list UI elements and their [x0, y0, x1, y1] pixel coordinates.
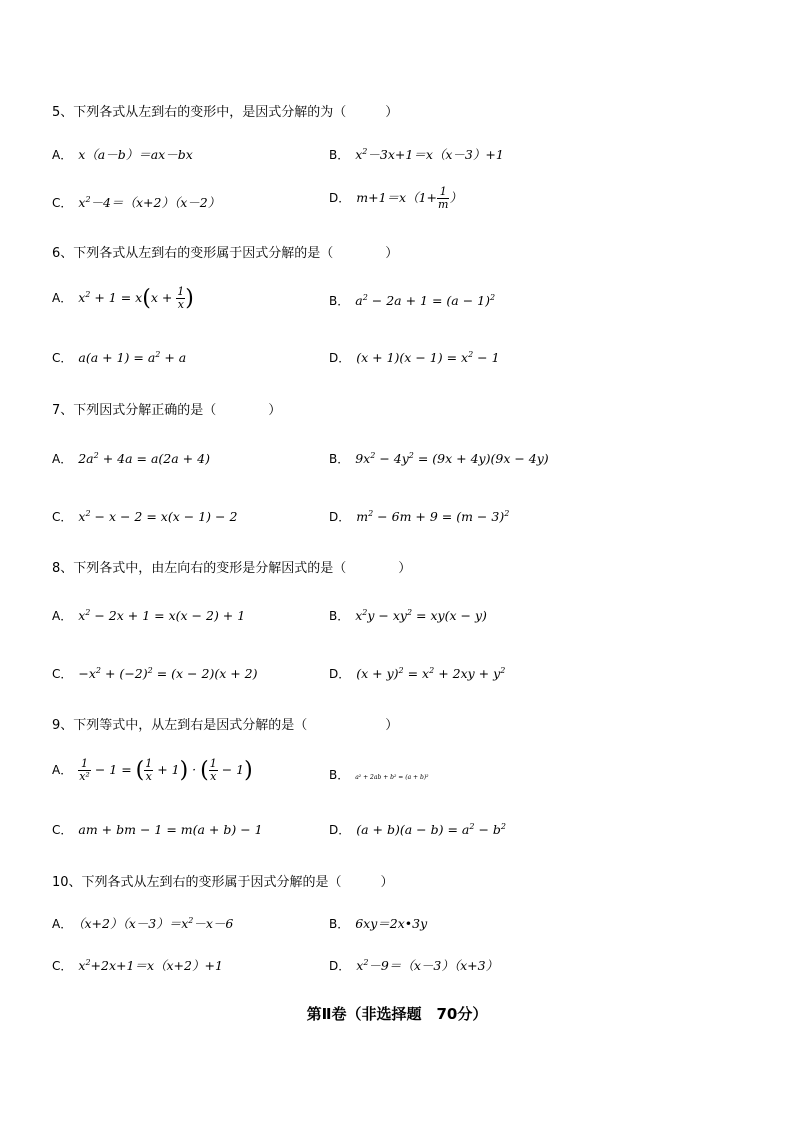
math-expression: 6xy＝2x•3y: [355, 916, 428, 931]
option-label: A．: [52, 763, 73, 777]
option-label: D．: [329, 351, 351, 365]
fraction: $\frac{1}{\text{x²}}$: [79, 757, 90, 783]
math-expression: $x^2+2x+1=x(x+2)+1$: [78, 957, 223, 973]
question-8-stem: 8、下列各式中，由左向右的变形是分解因式的是（ ）: [52, 561, 412, 576]
math-expression: a² + 2ab + b² = (a + b)²: [355, 774, 429, 781]
q10-option-c: [52, 956, 223, 974]
q10-option-a: [52, 914, 233, 932]
fraction: $\frac{1}{x}$: [145, 757, 153, 783]
question-5-stem: 5、下列各式从左到右的变形中，是因式分解的为（ ）: [52, 105, 399, 120]
q10-option-d: [329, 956, 498, 974]
q6-option-b: [329, 292, 495, 309]
option-label: B．: [329, 917, 350, 931]
option-label: C．: [52, 196, 73, 210]
option-label: A．: [52, 291, 73, 305]
option-label: C．: [52, 667, 73, 681]
q7-option-c: [52, 508, 237, 525]
option-label: D．: [329, 191, 351, 205]
option-label: A．: [52, 452, 73, 466]
math-expression: $x^2 - x - 2 = x(x - 1) - 2$: [78, 508, 238, 524]
math-expression: $x^2-4=(x+2)(x-2)$: [78, 194, 221, 210]
option-label: C．: [52, 959, 73, 973]
q10-option-b: [329, 914, 427, 932]
math-expression: $(a + b)(a - b) = a^2 - b^2$: [356, 821, 507, 837]
q8-option-a: [52, 607, 245, 624]
q7-option-a: [52, 450, 210, 467]
fraction: $\frac{1}{x}$: [209, 757, 217, 783]
question-7-stem: 7、下列因式分解正确的是（ ）: [52, 403, 282, 418]
question-9-stem: 9、下列等式中，从左到右是因式分解的是（ ）: [52, 718, 399, 733]
math-expression: $x^2-9=(x-3)(x+3)$: [356, 957, 499, 973]
option-label: B．: [329, 609, 350, 623]
math-expression: $a(a + 1) = a^2 + a$: [78, 349, 187, 365]
math-expression: m+1＝x（1+ $\frac{1}{m}$ ）: [356, 185, 462, 211]
option-label: D．: [329, 823, 351, 837]
q5-option-b: [329, 145, 504, 163]
option-label: D．: [329, 510, 351, 524]
option-label: D．: [329, 667, 351, 681]
option-label: B．: [329, 148, 350, 162]
q7-option-d: [329, 508, 509, 525]
question-10-stem: 10、下列各式从左到右的变形属于因式分解的是（ ）: [52, 875, 394, 890]
math-expression: x（a－b）＝ax－bx: [78, 147, 193, 162]
option-label: C．: [52, 510, 73, 524]
q7-option-b: [329, 450, 549, 467]
q8-option-b: [329, 607, 487, 624]
math-expression: $\frac{1}{\text{x²}}$ − 1 = ( $\frac{1}{x}$ + 1) · ( $\frac{1}{x}$ − 1): [79, 757, 253, 783]
q9-option-b: [329, 766, 429, 783]
q9-option-c: [52, 821, 263, 838]
q8-option-c: [52, 665, 258, 682]
math-expression: $(x+2)(x-3)=x^2-x-6$: [78, 915, 234, 931]
option-label: C．: [52, 823, 73, 837]
math-expression: $m^2 - 6m + 9 = (m - 3)^2$: [356, 508, 510, 524]
math-expression: $(x + 1)(x - 1) = x^2 - 1$: [356, 349, 500, 365]
math-expression: $x^2-3x+1=x(x-3)+1$: [355, 146, 504, 162]
q9-option-d: [329, 821, 506, 838]
fraction: $\frac{1}{x}$: [177, 285, 185, 311]
option-label: A．: [52, 609, 73, 623]
math-expression: $-x^2 + (-2)^2 = (x - 2)(x + 2)$: [78, 665, 258, 681]
math-expression: $a^2 - 2a + 1 = (a - 1)^2$: [355, 292, 496, 308]
option-label: A．: [52, 148, 73, 162]
q8-option-d: [329, 665, 505, 682]
option-label: B．: [329, 294, 350, 308]
q5-option-a: [52, 145, 193, 163]
math-expression: $x^2y - xy^2 = xy(x - y)$: [355, 607, 487, 623]
math-expression: $x^2 - 2x + 1 = x(x - 2) + 1$: [78, 607, 246, 623]
fraction: $\frac{1}{m}$: [438, 185, 449, 211]
option-label: D．: [329, 959, 351, 973]
option-label: C．: [52, 351, 73, 365]
option-label: A．: [52, 917, 73, 931]
q6-option-a: [52, 286, 194, 311]
math-expression: $9x^2 - 4y^2 = (9x + 4y)(9x - 4y)$: [355, 450, 549, 466]
q6-option-c: [52, 349, 186, 366]
math-expression: $x^2 + 1 = x(x$ + $\frac{1}{x}$ ): [78, 285, 194, 311]
section-title: 第Ⅱ卷（非选择题 70分）: [306, 1005, 488, 1023]
option-label: B．: [329, 768, 350, 782]
question-6-stem: 6、下列各式从左到右的变形属于因式分解的是（ ）: [52, 246, 399, 261]
math-expression: $2a^2 + 4a = a(2a + 4)$: [78, 450, 210, 466]
q9-option-a: [52, 758, 253, 783]
q5-option-c: [52, 193, 220, 211]
math-expression: $(x + y)^2 = x^2 + 2xy + y^2$: [356, 665, 506, 681]
option-label: B．: [329, 452, 350, 466]
q6-option-d: [329, 349, 500, 366]
math-expression: am + bm − 1 = m(a + b) − 1: [78, 822, 263, 837]
q5-option-d: [329, 186, 462, 211]
